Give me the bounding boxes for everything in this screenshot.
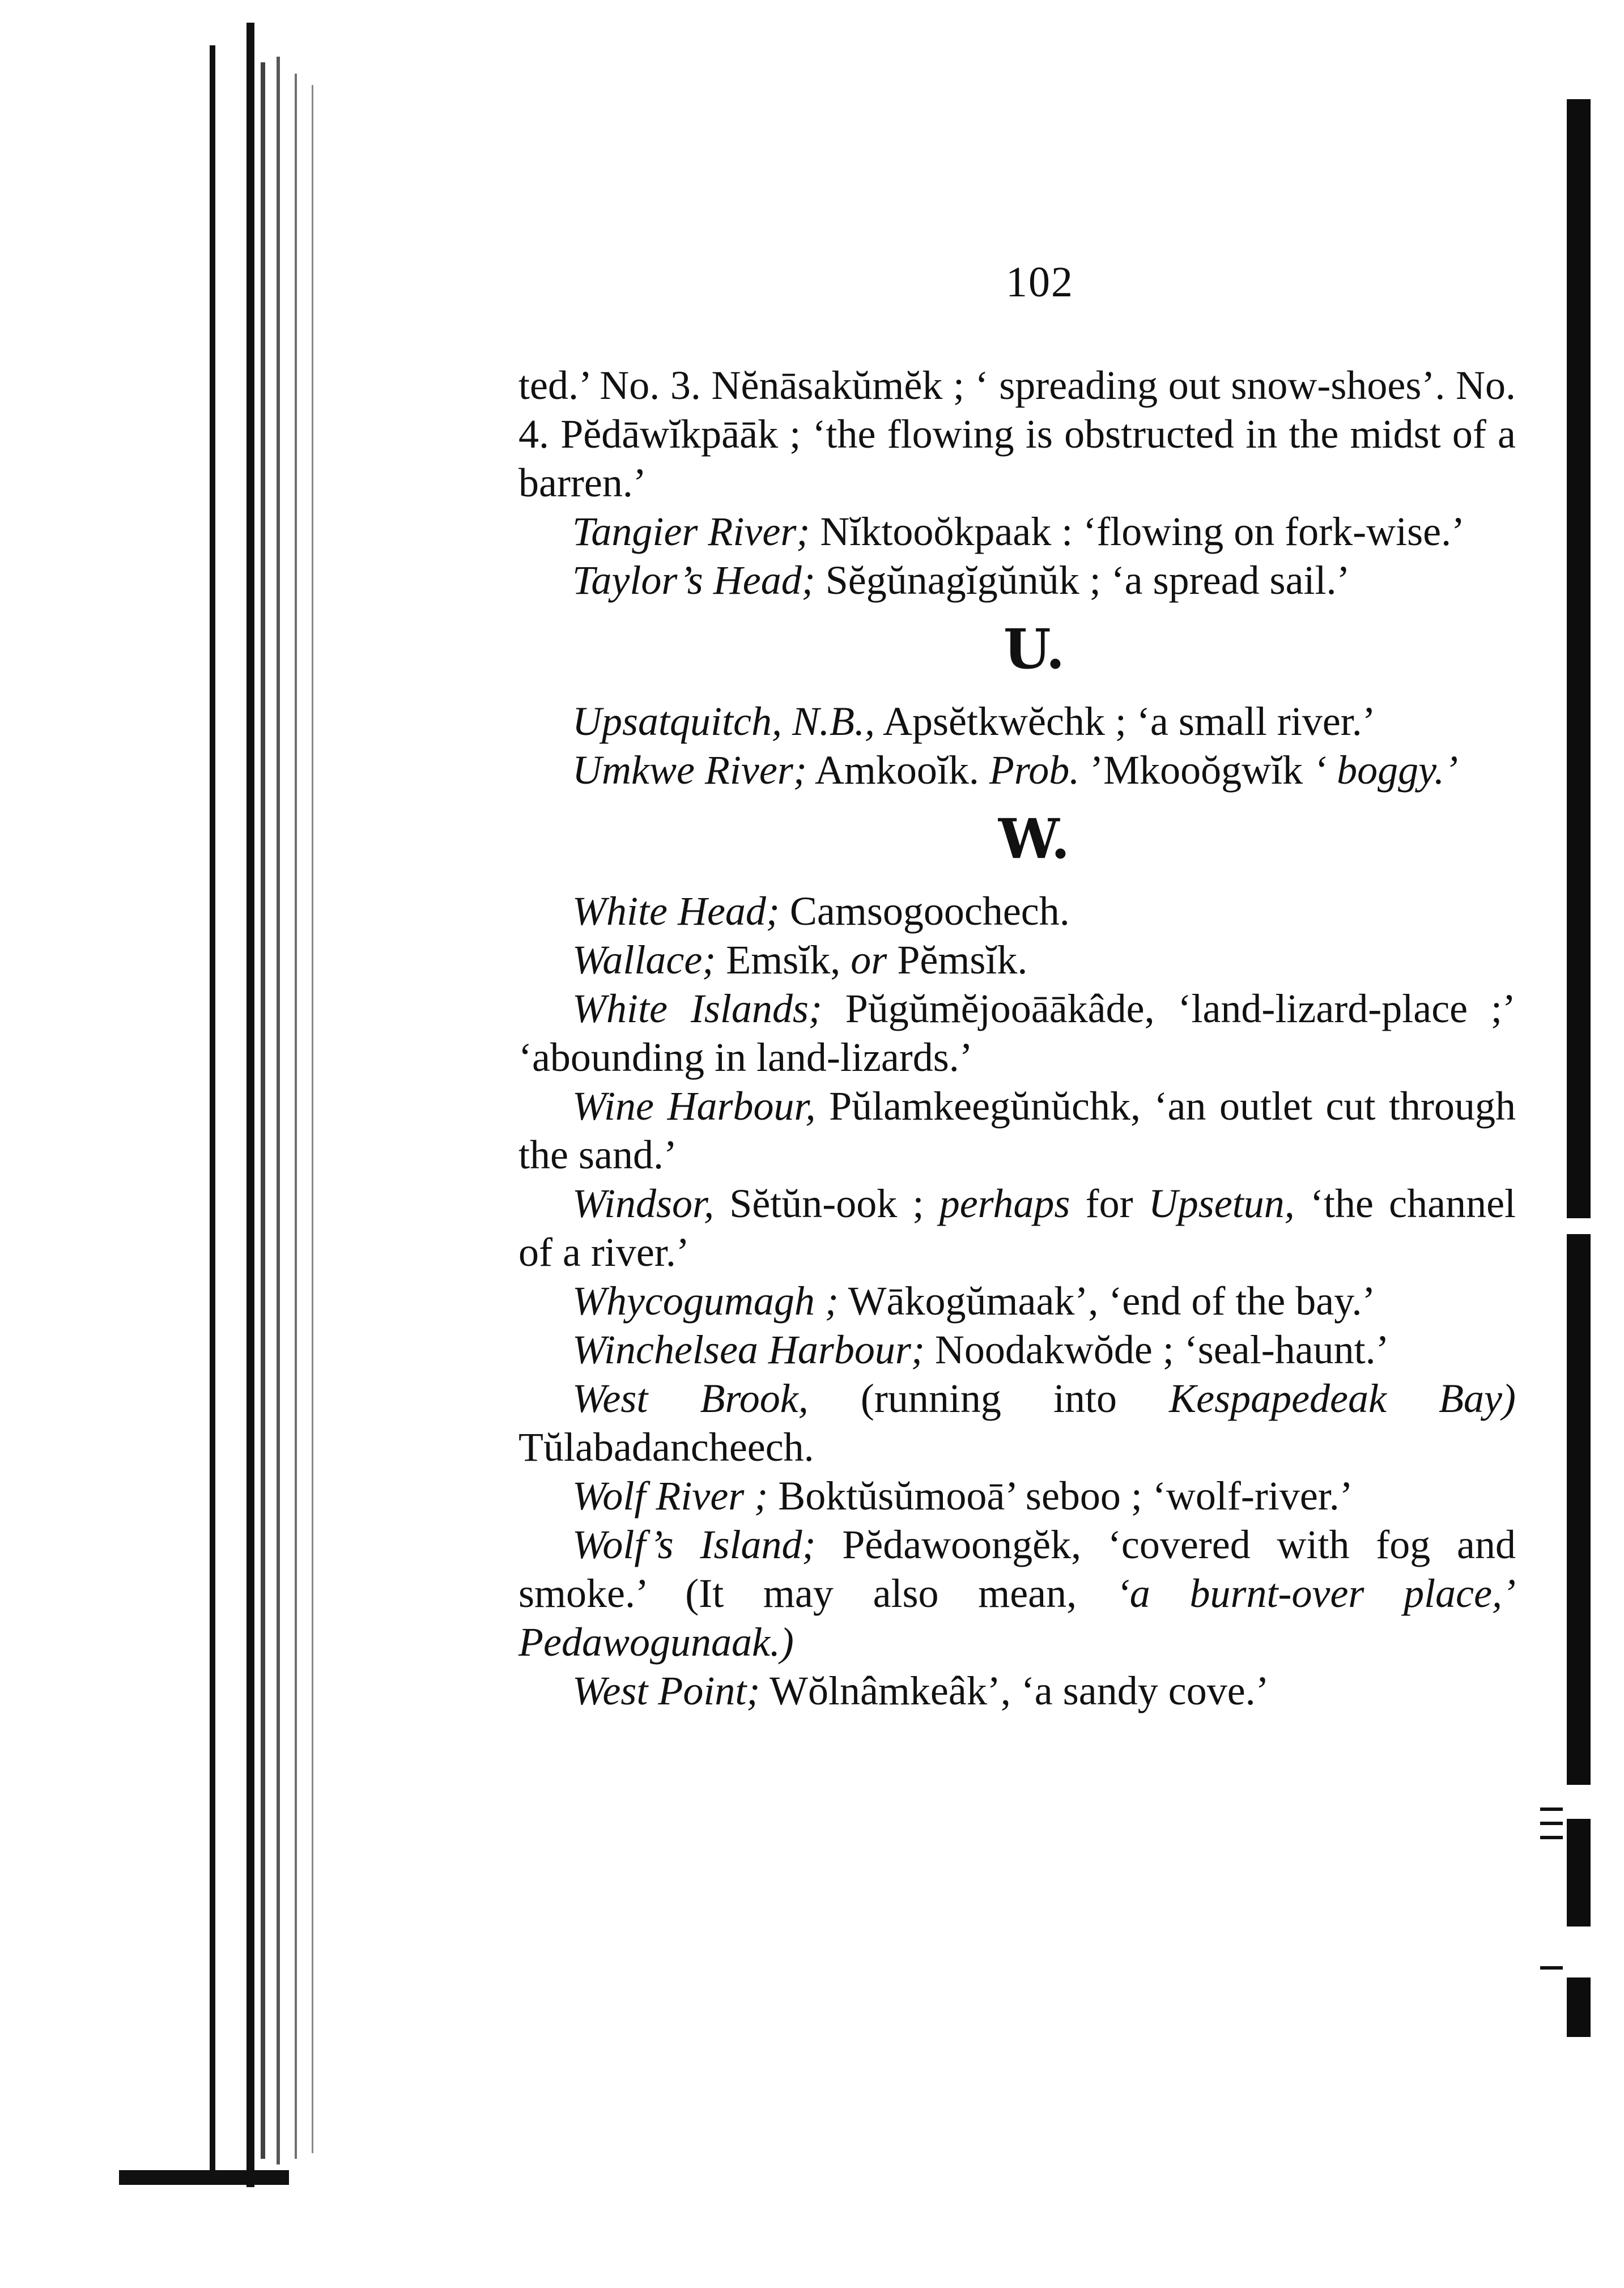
scan-right-edge bbox=[1567, 99, 1591, 2037]
entry-text: Pŭgŭmĕjooāākâde, ‘land-lizard-place ;’ ‘abounding in land-lizards.’ bbox=[518, 986, 1516, 1080]
entry-text: Amkooĭk. bbox=[806, 747, 979, 793]
entry-windsor bbox=[518, 1179, 1516, 1277]
entry-text: Wŏlnâmkeâk’, ‘a sandy cove.’ bbox=[760, 1668, 1269, 1713]
entry-name: Windsor, bbox=[572, 1181, 715, 1226]
entry-or: or bbox=[840, 937, 887, 983]
page-number: 102 bbox=[1006, 258, 1074, 306]
entry-gloss: ‘ boggy.’ bbox=[1303, 747, 1459, 793]
entry-text: Pĕdawoongĕk, ‘covered with fog and smoke.’ (It may also mean, bbox=[518, 1522, 1516, 1616]
entry-text: Noodakwŏde ; ‘seal-haunt.’ bbox=[924, 1327, 1389, 1372]
scan-gutter bbox=[125, 23, 351, 2193]
page-content bbox=[518, 258, 1516, 1715]
entry-name: Whycogumagh ; bbox=[572, 1278, 839, 1324]
entry-text-2: Tŭlabadancheech. bbox=[518, 1424, 814, 1470]
entry-upsatquitch bbox=[518, 697, 1516, 746]
entry-text: Nĭktooŏkpaak : ‘flowing on fork-wise.’ bbox=[810, 509, 1465, 554]
entry-perhaps: perhaps bbox=[924, 1181, 1070, 1226]
entry-text: Sĕgŭnagĭgŭnŭk ; ‘a spread sail.’ bbox=[815, 558, 1350, 603]
section-heading-u: U. bbox=[1003, 617, 1065, 681]
entry-west-brook bbox=[518, 1374, 1516, 1472]
entry-white-islands bbox=[518, 984, 1516, 1082]
continued-text: ted.’ No. 3. Nĕnāsakŭmĕk ; ‘ spreading out snow-shoes’. No. 4. Pĕdāwĭkpāāk ; ‘the flowing is obstructed in the midst of a barren.’ bbox=[518, 363, 1516, 505]
entry-text: Camsogoochech. bbox=[779, 888, 1070, 934]
entry-name: White Islands; bbox=[572, 986, 822, 1031]
entry-alt: Upsetun, bbox=[1133, 1181, 1295, 1226]
entry-wolf-river bbox=[518, 1472, 1516, 1520]
entry-west-point bbox=[518, 1666, 1516, 1715]
entry-name: Wallace; bbox=[572, 937, 716, 983]
entry-text-2: ’Mkooŏgwĭk bbox=[1079, 747, 1303, 793]
entry-winchelsea bbox=[518, 1325, 1516, 1374]
entry-text: Boktŭsŭmooā’ seboo ; ‘wolf-river.’ bbox=[768, 1473, 1353, 1519]
entry-umkwe bbox=[518, 746, 1516, 794]
entry-text: (running into bbox=[808, 1376, 1117, 1421]
entry-alt: ‘a burnt-over place,’ Pedawogunaak.) bbox=[518, 1571, 1516, 1665]
entry-text-2: for bbox=[1070, 1181, 1133, 1226]
entry-text: Apsĕtkwĕchk ; ‘a small river.’ bbox=[875, 699, 1376, 744]
entry-name: White Head; bbox=[572, 888, 780, 934]
entry-text: Wākogŭmaak’, ‘end of the bay.’ bbox=[838, 1278, 1376, 1324]
entry-name: Winchelsea Harbour; bbox=[572, 1327, 925, 1372]
entry-name: Wine Harbour, bbox=[572, 1083, 816, 1129]
entry-name: Umkwe River; bbox=[572, 747, 807, 793]
entry-name: Wolf’s Island; bbox=[572, 1522, 816, 1567]
entry-name: West Brook, bbox=[572, 1376, 809, 1421]
entry-text: Sĕtŭn-ook ; bbox=[714, 1181, 924, 1226]
entry-text-3: ‘the channel of a river.’ bbox=[518, 1181, 1516, 1275]
entry-taylors-head bbox=[518, 556, 1516, 605]
section-heading-w: W. bbox=[998, 807, 1070, 871]
entry-bay: Kespapedeak Bay) bbox=[1116, 1376, 1516, 1421]
entry-text: Emsĭk, bbox=[716, 937, 841, 983]
entry-wine-harbour bbox=[518, 1082, 1516, 1179]
entry-tangier bbox=[518, 507, 1516, 556]
entry-name: Taylor’s Head; bbox=[572, 558, 815, 603]
entry-wallace bbox=[518, 935, 1516, 984]
entry-white-head bbox=[518, 887, 1516, 935]
entry-prob: Prob. bbox=[979, 747, 1080, 793]
entry-name: Upsatquitch, N.B., bbox=[572, 699, 875, 744]
entry-name: West Point; bbox=[572, 1668, 760, 1713]
entry-text: Pŭlamkeegŭnŭchk, ‘an outlet cut through the sand.’ bbox=[518, 1083, 1516, 1177]
entry-wolfs-island bbox=[518, 1520, 1516, 1666]
entry-whycogumagh bbox=[518, 1277, 1516, 1325]
entry-text-2: Pĕmsĭk. bbox=[887, 937, 1028, 983]
entry-name: Wolf River ; bbox=[572, 1473, 768, 1519]
entry-name: Tangier River; bbox=[572, 509, 810, 554]
